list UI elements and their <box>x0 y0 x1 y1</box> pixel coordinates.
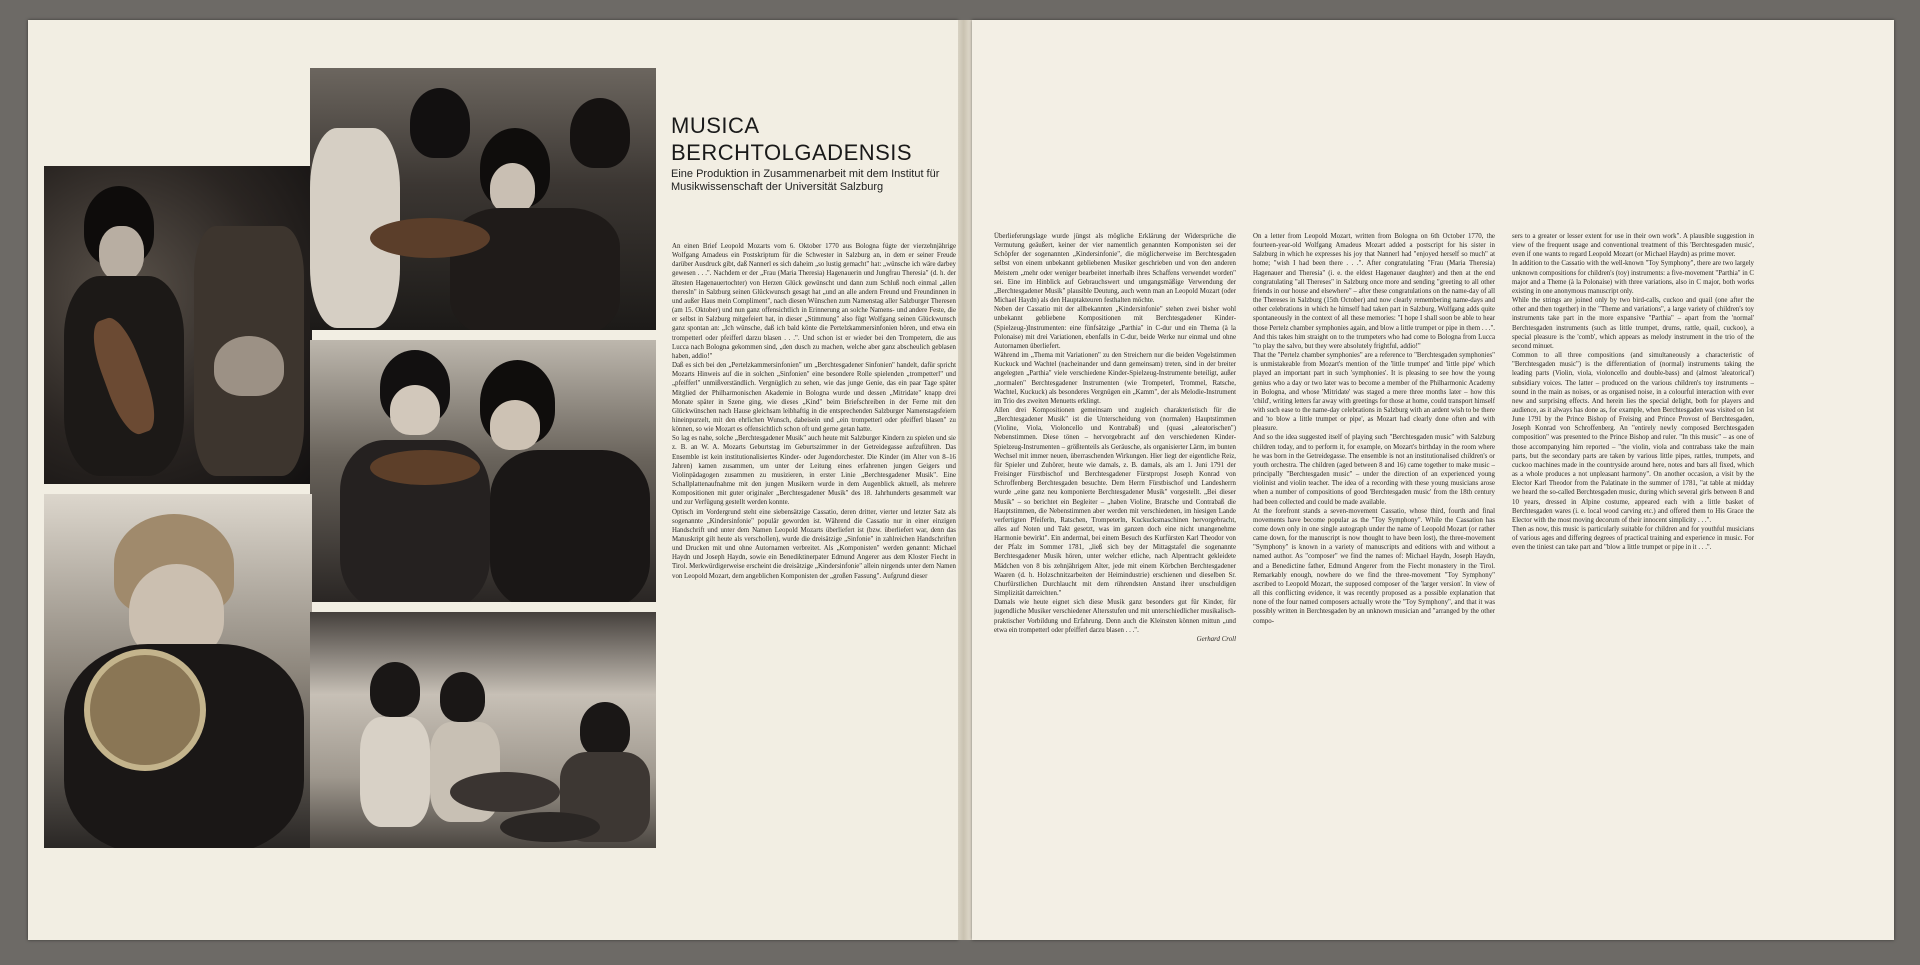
paragraph: An einen Brief Leopold Mozarts vom 6. Oktober 1770 aus Bologna fügte der vierzehnjährige Wolfgang Amadeus ein Postskriptum für die Schwester in Salzburg an, in dem er seiner Freude darüber Ausdruck gibt, daß Nannerl es sich daheim „so lustig gemacht" hat: „wünsche ich wäre darbey gewesen . . .". Nachdem er der „Frau (Maria Theresia) Hagenauerin und Jungfrau Theresia" (d. h. der ältesten Hagenauertochter) von Herzen Glück gewünscht und dann zum Schluß noch einmal „allen theresln" in Salzburg seinen Glückwunsch gesagt hat „und an alle andern Freund und Freundinnen in und außer Haus mein Compliment", nach diesen Wünschen zum Namenstag aller Salzburger Theresen (am 15. Oktober) und nun ganz offensichtlich in Erinnerung an solche Namens- und andere Feste, die er selbst in Salzburg mitgefeiert hat, in dieser „Stimmung" also fügt Wolfgang seinen Glückwunsch ganz spontan an: „Ich wünsche, daß ich bald könte die Pertelzkammersinfonien hören, und etwa ein trompetterl oder pfeifferl darzu blasen . . .". Und schon ist er wieder bei den Trompetern, die aus Lucca nach Bologna gekommen sind, „den dusch zu machen, welche aber ganz abscheulich geblasen haben, addio!" <box>672 243 956 360</box>
album-title <box>671 112 956 166</box>
paragraph: Überlieferungslage wurde jüngst als mögliche Erklärung der Widersprüche die Vermutung geäußert, keiner der vier namentlich genannten Komponisten sei der Schöpfer der sogenannten „Kindersinfonie", die möglicherweise im Berchtesgaden selbst von einem unbekannt gebliebenen Musiker geschrieben und von den anderen Meistern „mehr oder weniger bearbeitet innerhalb ihres Schaffens verwendet worden" sei. Eine im Hinblick auf Gebrauchswert und umgangsmäßige Verwendung der „Berchtesgadener Musik" plausible Deutung, auch wenn man an Leopold Mozart (oder Michael Haydn) als den Hauptakteuren festhalten möchte. <box>994 233 1236 305</box>
paragraph: And so the idea suggested itself of playing such "Berchtesgaden music" with Salzburg children today, and to perform it, for example, on Mozart's birthday in the room where he was born in the Getreidegasse. The ensemble is not an institutionalised children's or youth orchestra. The children (aged between 8 and 16) came together to make music – principally "Berchtesgaden music" – under the direction of an experienced young violinist and violin teacher. The idea of a recording with these young musicians arose when a number of compositions of good 'Berchtesgaden music' from the 18th century had been collected and could be made available. <box>1253 434 1495 506</box>
photo-violinists-group <box>310 340 656 602</box>
paragraph: So lag es nahe, solche „Berchtesgadener Musik" auch heute mit Salzburger Kindern zu spielen und sie z. B. an W. A. Mozarts Geburtstag im Geburtszimmer in der Getreidegasse aufzuführen. Das Ensemble ist kein institutionalisiertes Kinder- oder Jugendorchester. Die Kinder (im Alter von 8–16 Jahren) kamen zusammen, um unter der Leitung eines erfahrenen jungen Geigers und Violinpädagogen zusammen zu musizieren, in erster Linie „Berchtesgadener Musik". Eine Schallplattenaufnahme mit den jungen Musikern wurde in dem Augenblick aktuell, als mehrere Kompositionen mit guter originaler „Berchtesgadener Musik" des 18. Jahrhunderts gesammelt war und zur Verfügung gestellt werden konnte. <box>672 435 956 507</box>
author-signature: Gerhard Croll <box>1196 635 1236 643</box>
german-text-column-2 <box>994 232 1236 872</box>
photo-horn-player <box>44 494 312 848</box>
paragraph: Optisch im Vordergrund steht eine siebensätzige Cassatio, deren dritter, vierter und letzter Satz als sogenannte „Kindersinfonie" populär geworden ist. Während die Cassatio nur in einer einzigen Handschrift und unter dem Namen Leopold Mozarts überliefert ist (bzw. überliefert war, denn das Manuskript gilt heute als verschollen), wurde die dreisätzige „Sinfonie" in zahlreichen Handschriften und Drucken mit und ohne Autornamen verbreitet. Als „Komponisten" werden genannt: Michael Haydn und Joseph Haydn, sowie ein Benediktinerpater Edmund Angerer aus dem Kloster Fiecht in Tirol. Merkwürdigerweise erscheint die dreisätzige „Kindersinfonie" allein nirgends unter dem Namen von Leopold Mozart, dem angeblichen Komponisten der „großen Fassung". Aufgrund dieser <box>672 508 956 580</box>
photo-violin-section <box>310 68 656 330</box>
paragraph: In addition to the Cassatio with the well-known "Toy Symphony", there are two largely unknown compositions for children's (toy) instruments: a five-movement "Parthia" in C major and a Theme (à la Polonaise) with three variations, also in C major, both works existing in one anonymous manuscript only. <box>1512 260 1754 295</box>
photo-violinist-girl <box>44 166 312 484</box>
title-line-1: MUSICA <box>671 113 760 138</box>
left-page <box>28 20 958 940</box>
paragraph: That the "Pertelz chamber symphonies" are a reference to "Berchtesgaden symphonies" is unmistakeable from Mozart's mention of the 'little trumpet' and 'little pipe' which played an important part in such 'symphonies'. It is pleasing to see how the young genius who a day or two later was to become a member of the Philharmonic Academy in Bologna, and whose 'Mitridate' was staged a mere three months later – how this 'child', writing letters far away with greetings for those at home, could transport himself with such ease to the name-day celebrations in Salzburg with an ardent wish to be there and 'to blow a little trumpet or pipe', as Mozart had clearly done often and with pleasure. <box>1253 352 1495 433</box>
paragraph: On a letter from Leopold Mozart, written from Bologna on 6th October 1770, the fourteen-year-old Wolfgang Amadeus Mozart added a postscript for his sister in Salzburg in which he expresses his joy that Nannerl had "enjoyed herself so much" at home; "wish I had been there . . .". After congratulating "Frau (Maria Theresia) Hagenauer and Theresia" (i. e. the eldest Hagenauer daughter) and then at the end congratulating "all Thereses" in Salzburg once more and sending "greeting to all other friends in our house and elsewhere" – after these congratulations on the name-day of all the Thereses in Salzburg (15th October) and now clearly remembering name-days and other celebrations in which he himself had taken part in Salzburg, Wolfgang adds quite spontaneously in the context of all these memories: "I hope I shall soon be able to hear those Pertelz chamber symphonies again, and blow a little trumpet or pipe in them . . .". And this takes him straight on to the trumpeters who had come to Bologna from Lucca "to play the salvo, but they were absolutely frightful, addio!" <box>1253 233 1495 350</box>
photo-toy-instruments <box>310 612 656 848</box>
paragraph: Daß es sich bei den „Pertelzkammersinfonien" um „Berchtesgadener Sinfonien" handelt, dafür spricht Mozarts Hinweis auf die in solchen „Sinfonien" eine besondere Rolle spielenden „trompetterl" und „pfeifferl" unmißverständlich. Vergnüglich zu sehen, wie das junge Genie, das ein paar Tage später Mitglied der Philharmonischen Akademie in Bologna wurde und dessen „Mitridate" knapp drei Monate später in Szene ging, wie dieses „Kind" beim Briefschreiben in der Ferne mit den Glückwünschen nach Hause gleichsam leibhaftig in die entsprechenden Salzburger Namenstagsfeiern hineinpurzelt, mit den ehrlichen Wunsch, dabeisein und „ein trompetterl oder pfeifferl blasen" zu können, so wie Mozart es offensichtlich schon oft und gerne getan hatte. <box>672 362 956 434</box>
english-text-column-2 <box>1512 232 1754 798</box>
paragraph: While the strings are joined only by two bird-calls, cuckoo and quail (one after the other and then together) in the "Theme and variations", a large variety of children's toy instruments take part in the more expansive "Parthia" – apart from the 'normal' Berchtesgaden instruments (such as little trumpet, drums, rattle, quail, cuckoo), a special pleasure is the 'comb', which appears as melody instrument in the trio of the second minuet. <box>1512 297 1754 350</box>
album-gatefold <box>28 20 1894 940</box>
gatefold-spine <box>958 20 972 940</box>
paragraph: Während im „Thema mit Variationen" zu den Streichern nur die beiden Vogelstimmen Kuckuck und Wachtel (nacheinander und dann gemeinsam) treten, sind in der breiter angelegten „Parthia" viele verschiedene Kinder-Spielzeug-Instrumente beteiligt, außer „normalen" Berchtesgadener Instrumenten (wie Trompeterl, Trommel, Ratsche, Wachtel, Kuckuck) als besonderes Vergnügen ein „Kamm", der als Melodie-Instrument im Trio des zweiten Menuetts erklingt. <box>994 352 1236 405</box>
title-line-2: BERCHTOLGADENSIS <box>671 140 913 165</box>
paragraph: Then as now, this music is particularly suitable for children and for youthful musicians of various ages and differing degrees of practical training and experience in music. For even the tiniest can take part and "blow a little trumpet or pipe in it . . .". <box>1512 526 1754 552</box>
paragraph: sers to a greater or lesser extent for use in their own work". A plausible suggestion in view of the frequent usage and conventional treatment of this 'Berchtesgaden music', even if one wants to regard Leopold Mozart (or Michael Haydn) as prime mover. <box>1512 233 1754 259</box>
paragraph: Neben der Cassatio mit der allbekannten „Kindersinfonie" stehen zwei bisher wohl unbekannt gebliebene Kompositionen mit Berchtesgadener Kinder-(Spielzeug-)Instrumenten: eine fünfsätzige „Parthia" in C-dur und ein Thema (à la Polonaise) mit drei Variationen, ebenfalls in C-dur, beide Werke nur einmal und ohne Autornamen überliefert. <box>994 306 1236 350</box>
right-page <box>972 20 1894 940</box>
german-text-column-1 <box>672 242 956 850</box>
paragraph: Damals wie heute eignet sich diese Musik ganz besonders gut für Kinder, für jugendliche Musiker verschiedener Altersstufen und mit unterschiedlicher musikalisch-praktischer Vorbildung und Erfahrung. Denn auch die Kleinsten können mittun „und etwa ein trompetterl oder pfeifferl darzu blasen . . .". <box>994 599 1236 634</box>
album-subtitle: Eine Produktion in Zusammenarbeit mit dem Institut für Musikwissenschaft der Universität Salzburg <box>671 168 940 193</box>
paragraph: Common to all three compositions (and simultaneously a characteristic of "Berchtesgaden music") is the differentiation of (normal) instruments taking the leading parts (Violin, viola, violoncello and double-bass) and (almost 'aleatorical') subsidiary voices. The latter – produced on the various children's toy instruments – sound in the main as noises, or as organised noise, in a colourful interaction with ever new and surprising effects. And herein lies the special delight, both for players and audience, as it always has done as, for example, when Berchtesgaden was visited on 1st June 1791 by the Prince Bishop of Freising and Prince Provost of Berchtesgaden, Joseph Konrad von Schroffenberg. An "entirely newly composed Berchtesgaden composition" was presented to the Prince Bishop and ruler. "In this music" – as one of those accompanying him reported – "the violin, viola and contrabass take the main parts, but the secondary parts are taken by various little pipes, rattles, trumpets, and cuckoo machines made in the countryside around here, notes and bars all fixed, which as a whole produces a not unpleasant harmony". On another occasion, a visit by the Elector Karl Theodor from the Palatinate in the summer of 1781, "at table at midday we heard the so-called Berchtesgaden music, during which several girls between 8 and 10 years, dressed in Alpine costume, appeared each with a little basket of Berchtesgaden wares (i. e. local wood carving etc.) and offered them to His Grace the Elector with the most moving decorum of their innocent simplicity . . .". <box>1512 352 1754 524</box>
paragraph: At the forefront stands a seven-movement Cassatio, whose third, fourth and final movements have become popular as the "Toy Symphony". While the Cassation has come down only in one single autograph under the name of Leopold Mozart (or rather came down, for the manuscript is now thought to have been lost), the three-movement "Symphony" is known in a variety of manuscripts and editions with and without a named author. As "composer" we find the names of: Michael Haydn, Joseph Haydn, and a Benedictine father, Edmund Angerer from the Fiecht monastery in the Tirol. Remarkably enough, nowhere do we find the three-movement "Toy Symphony" ascribed to Leopold Mozart, the supposed composer of the 'larger version'. In view of all this conflicting evidence, it was recently proposed as a possible explanation that none of the four named composers actually wrote the "Toy Symphony", and that it was possibly written in Berchtesgaden by an unknown musician and "arranged by the other compo- <box>1253 507 1495 625</box>
english-text-column-1 <box>1253 232 1495 908</box>
paragraph: Allen drei Kompositionen gemeinsam und zugleich charakteristisch für die „Berchtesgadener Musik" ist die Unterscheidung von (normalen) Hauptstimmen (Violine, Viola, Violoncello und Kontrabaß) und (quasi „aleatorischen") Nebenstimmen. Diese tönen – hervorgebracht auf den verschiedenen Kinder-Spielzeug-Instrumenten – größtenteils als Geräusche, als organisierter Lärm, im bunten Wechsel mit immer neuen, überraschenden Wirkungen. Hier liegt der eigentliche Reiz, für Spieler und Zuhörer, heute wie damals, z. B. damals, als am 1. Juni 1791 der Freisinger Fürstbischof und Berchtesgadener Fürstpropst Joseph Konrad von Schroffenberg Berchtesgaden besuchte. Dem Herrn Fürstbischof und Landesherrn wurde „eine ganz neu komponierte Berchtesgadener Musik" vorgestellt. „Bei dieser Musik" – so berichtet ein Begleiter – „haben Violine, Bratsche und Contrabaß die Hauptstimmen, die Nebenstimmen aber werden mit verschiedenen, im hiesigen Lande verfertigten Pfeiferln, Ratschen, Trompeterln, Kuckucksmaschinen hervorgebracht, alles auf Noten und Takt gesetzt, was im ganzen doch eine nicht unangenehme Harmonie bewirkt". Ein andermal, bei einem Besuch des Kurfürsten Karl Theodor von der Pfalz im Sommer 1781, „ließ sich bey der Mittagstafel die sogenannte Berchtesgadener Musik hören, unter welcher etliche, nach Alpentracht gekleidete Mädchen von 8 bis zehnjährigem Alter, jede mit einem Körbchen Berchtesgadener Waaren (d. h. Holzschnitzarbeiten der Heimindustrie) erschienen und dieselben Sr. Churfürstlichen Durchlaucht mit dem rührendsten Anstand ihrer unschuldigen Simplizität darreichten." <box>994 406 1236 598</box>
